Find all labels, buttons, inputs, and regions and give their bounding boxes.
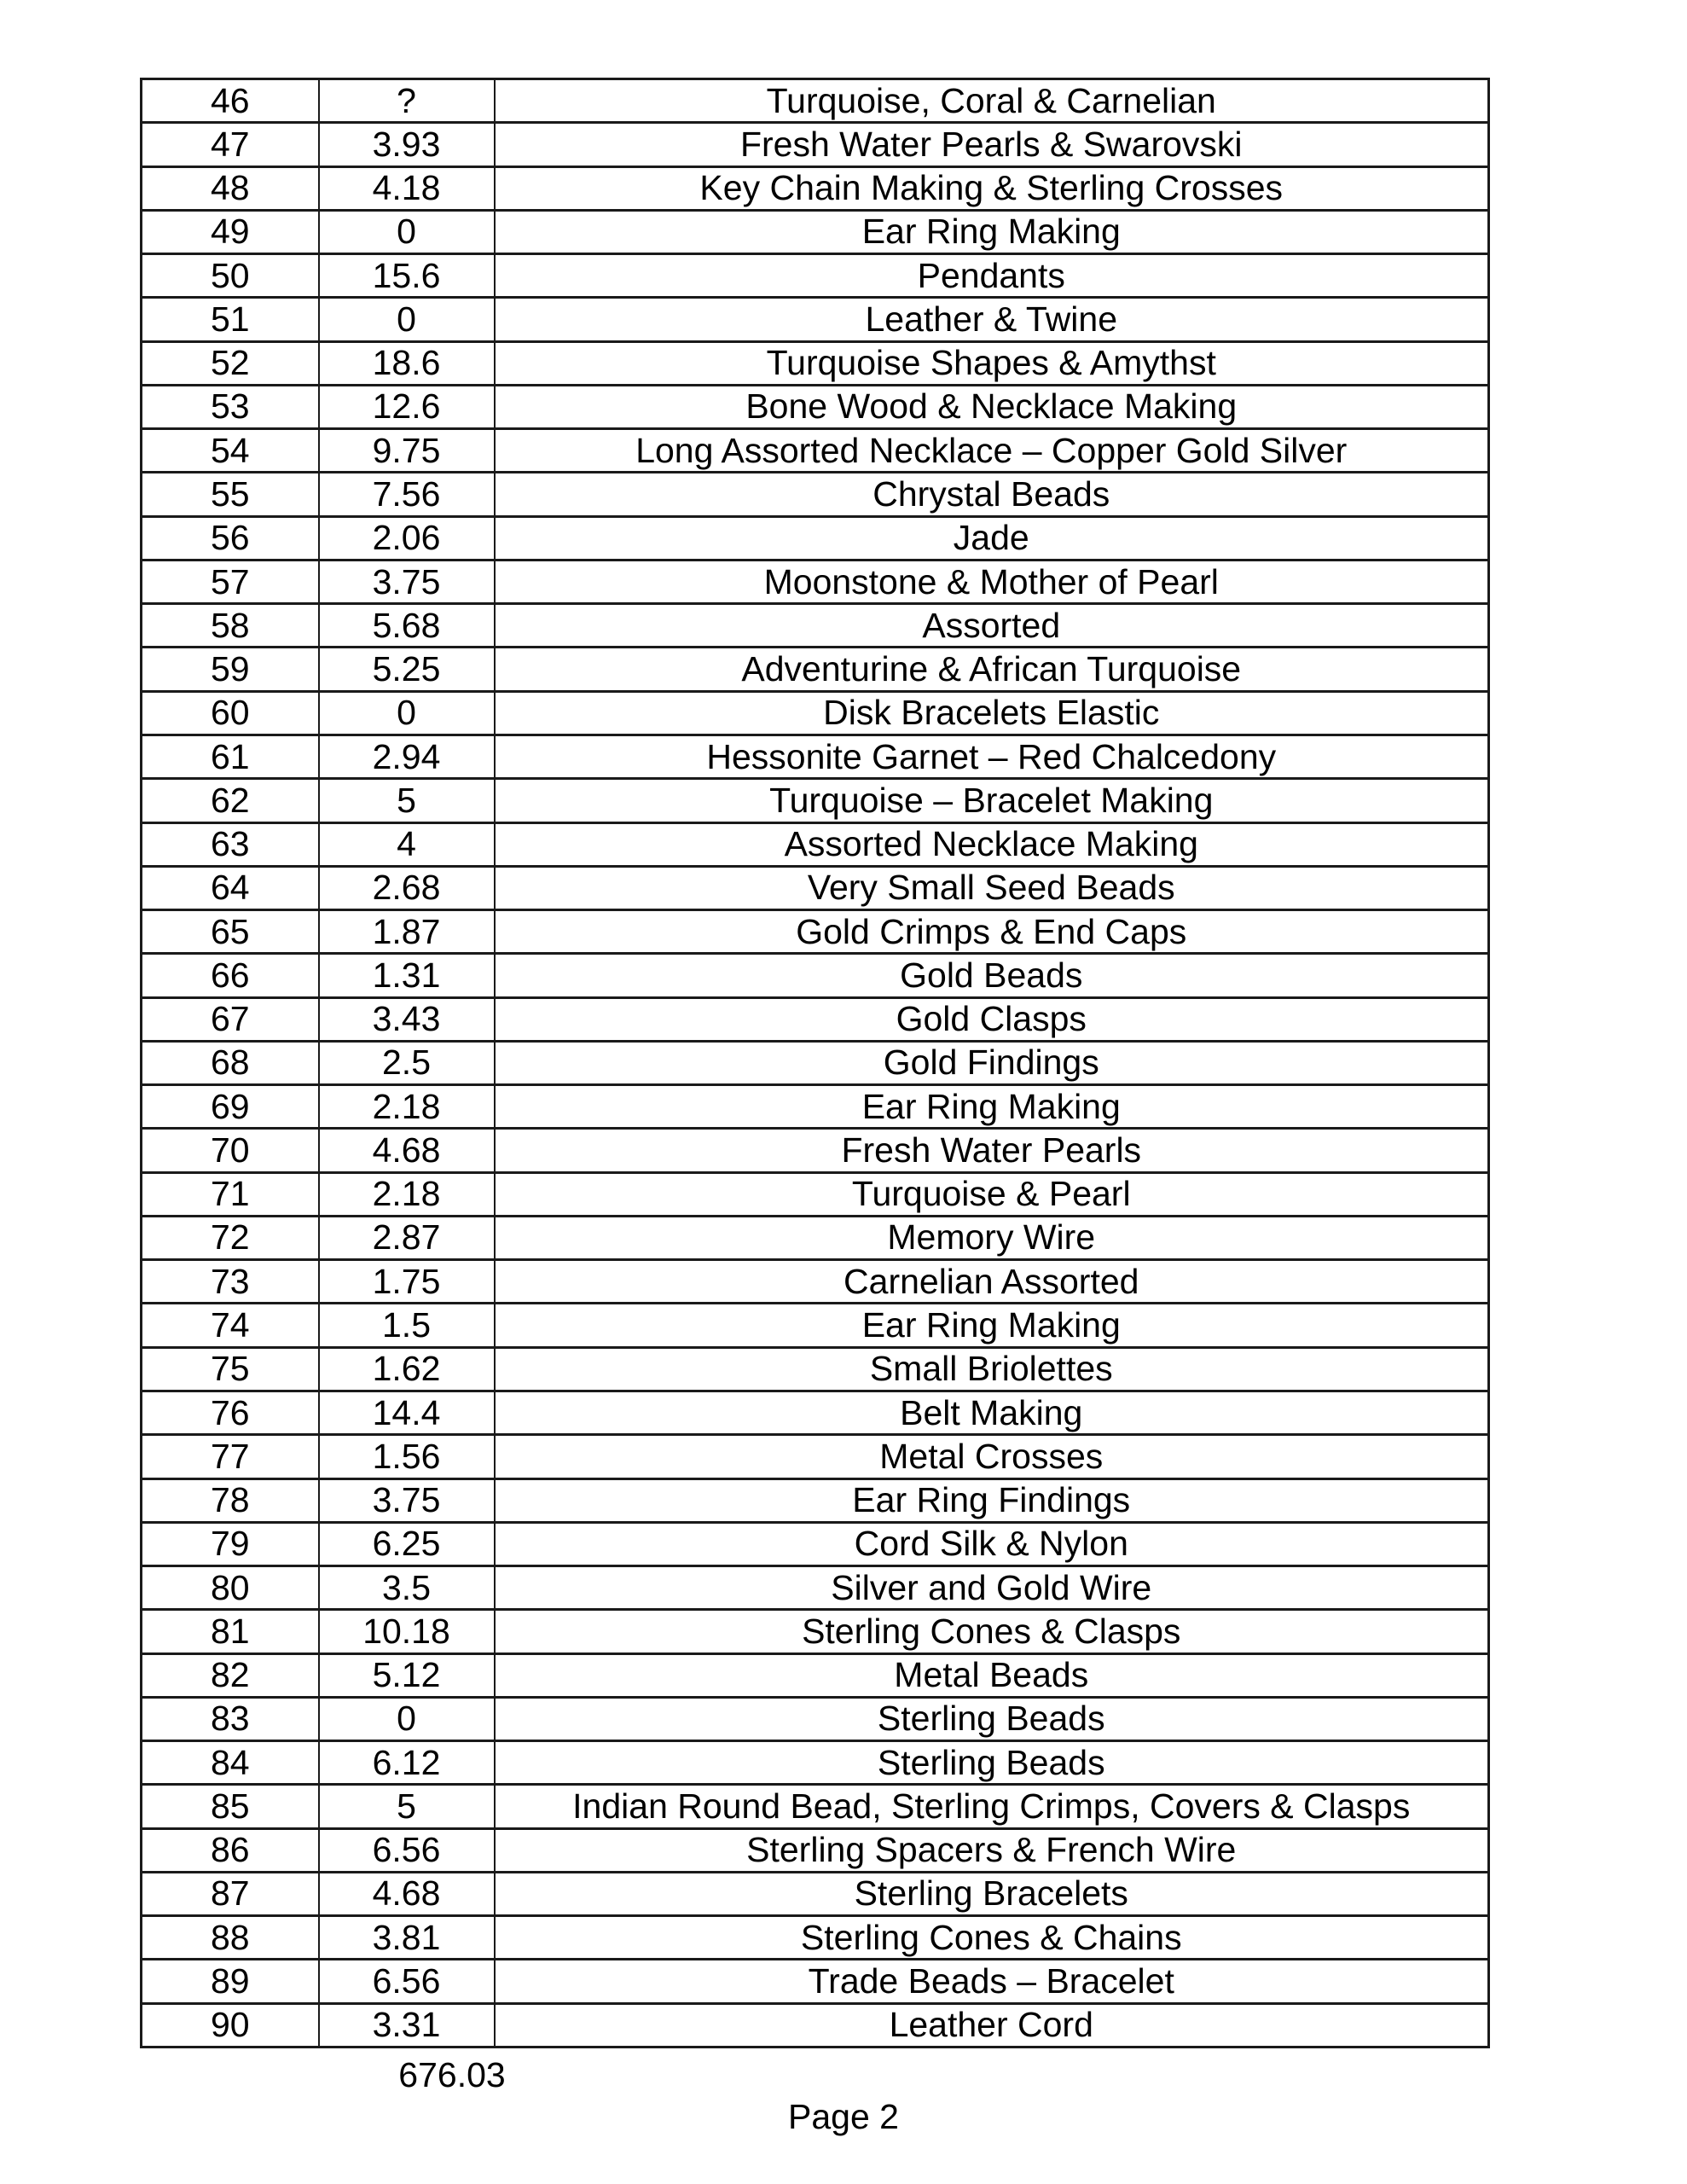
weight-cell: 5.12	[319, 1653, 495, 1697]
item-number-cell: 53	[142, 385, 319, 428]
description-cell: Very Small Seed Beads	[495, 866, 1489, 909]
weight-cell: 10.18	[319, 1610, 495, 1653]
description-cell: Cord Silk & Nylon	[495, 1522, 1489, 1565]
description-cell: Gold Findings	[495, 1041, 1489, 1084]
table-row	[142, 473, 1489, 516]
page-number: Page 2	[788, 2097, 899, 2136]
item-number-cell: 49	[142, 210, 319, 253]
item-number-cell: 72	[142, 1216, 319, 1259]
description-cell: Chrystal Beads	[495, 473, 1489, 516]
table-row	[142, 166, 1489, 210]
description-cell: Turquoise & Pearl	[495, 1172, 1489, 1216]
weight-cell: 3.75	[319, 560, 495, 603]
weight-cell: 6.56	[319, 1960, 495, 2003]
weight-cell: 2.94	[319, 735, 495, 778]
item-number-cell: 74	[142, 1304, 319, 1347]
description-cell: Pendants	[495, 254, 1489, 298]
item-number-cell: 56	[142, 516, 319, 560]
table-row	[142, 1610, 1489, 1653]
description-cell: Gold Beads	[495, 954, 1489, 997]
description-cell: Leather Cord	[495, 2003, 1489, 2047]
weight-cell: 2.06	[319, 516, 495, 560]
table-row	[142, 210, 1489, 253]
description-cell: Ear Ring Making	[495, 1304, 1489, 1347]
weight-cell: 2.18	[319, 1172, 495, 1216]
item-number-cell: 46	[142, 79, 319, 123]
table-row	[142, 1041, 1489, 1084]
item-number-cell: 82	[142, 1653, 319, 1697]
item-number-cell: 63	[142, 822, 319, 866]
weight-cell: 7.56	[319, 473, 495, 516]
table-row	[142, 735, 1489, 778]
weight-cell: 6.56	[319, 1828, 495, 1872]
item-number-cell: 58	[142, 604, 319, 648]
description-cell: Sterling Beads	[495, 1741, 1489, 1785]
table-row	[142, 1129, 1489, 1172]
table-row	[142, 1478, 1489, 1522]
weight-cell: 1.87	[319, 910, 495, 954]
description-cell: Trade Beads – Bracelet	[495, 1960, 1489, 2003]
weight-cell: 6.25	[319, 1522, 495, 1565]
description-cell: Sterling Spacers & French Wire	[495, 1828, 1489, 1872]
weight-cell: 5	[319, 779, 495, 822]
weight-cell: 2.5	[319, 1041, 495, 1084]
item-number-cell: 81	[142, 1610, 319, 1653]
total-weight: 676.03	[398, 2055, 506, 2094]
weight-cell: 6.12	[319, 1741, 495, 1785]
item-number-cell: 50	[142, 254, 319, 298]
item-number-cell: 75	[142, 1347, 319, 1391]
item-number-cell: 71	[142, 1172, 319, 1216]
description-cell: Assorted	[495, 604, 1489, 648]
description-cell: Long Assorted Necklace – Copper Gold Silver	[495, 429, 1489, 473]
description-cell: Sterling Cones & Chains	[495, 1916, 1489, 1960]
table-row	[142, 1828, 1489, 1872]
weight-cell: 1.56	[319, 1435, 495, 1478]
table-row	[142, 1172, 1489, 1216]
item-number-cell: 73	[142, 1260, 319, 1304]
table-row	[142, 1391, 1489, 1434]
item-number-cell: 90	[142, 2003, 319, 2047]
table-row	[142, 866, 1489, 909]
description-cell: Indian Round Bead, Sterling Crimps, Covers & Clasps	[495, 1785, 1489, 1828]
item-number-cell: 54	[142, 429, 319, 473]
description-cell: Gold Crimps & End Caps	[495, 910, 1489, 954]
table-row	[142, 516, 1489, 560]
weight-cell: 0	[319, 691, 495, 735]
weight-cell: 3.93	[319, 123, 495, 166]
description-cell: Bone Wood & Necklace Making	[495, 385, 1489, 428]
item-number-cell: 76	[142, 1391, 319, 1434]
weight-cell: 3.31	[319, 2003, 495, 2047]
table-row	[142, 997, 1489, 1041]
weight-cell: 12.6	[319, 385, 495, 428]
item-number-cell: 67	[142, 997, 319, 1041]
item-number-cell: 83	[142, 1697, 319, 1740]
description-cell: Turquoise, Coral & Carnelian	[495, 79, 1489, 123]
table-row	[142, 779, 1489, 822]
item-number-cell: 89	[142, 1960, 319, 2003]
item-number-cell: 51	[142, 298, 319, 341]
item-number-cell: 64	[142, 866, 319, 909]
description-cell: Ear Ring Making	[495, 210, 1489, 253]
description-cell: Leather & Twine	[495, 298, 1489, 341]
weight-cell: 1.5	[319, 1304, 495, 1347]
weight-cell: 18.6	[319, 341, 495, 385]
table-row	[142, 1522, 1489, 1565]
weight-cell: 3.75	[319, 1478, 495, 1522]
table-row	[142, 560, 1489, 603]
table-row	[142, 822, 1489, 866]
description-cell: Small Briolettes	[495, 1347, 1489, 1391]
weight-cell: 2.68	[319, 866, 495, 909]
description-cell: Sterling Cones & Clasps	[495, 1610, 1489, 1653]
table-row	[142, 1085, 1489, 1129]
item-number-cell: 61	[142, 735, 319, 778]
table-row	[142, 2003, 1489, 2047]
table-row	[142, 385, 1489, 428]
item-number-cell: 77	[142, 1435, 319, 1478]
item-number-cell: 88	[142, 1916, 319, 1960]
description-cell: Jade	[495, 516, 1489, 560]
description-cell: Sterling Bracelets	[495, 1872, 1489, 1915]
description-cell: Key Chain Making & Sterling Crosses	[495, 166, 1489, 210]
description-cell: Sterling Beads	[495, 1697, 1489, 1740]
table-row	[142, 1566, 1489, 1610]
item-number-cell: 80	[142, 1566, 319, 1610]
weight-cell: 4.18	[319, 166, 495, 210]
weight-cell: 9.75	[319, 429, 495, 473]
description-cell: Carnelian Assorted	[495, 1260, 1489, 1304]
description-cell: Moonstone & Mother of Pearl	[495, 560, 1489, 603]
table-row	[142, 123, 1489, 166]
weight-cell: 0	[319, 298, 495, 341]
weight-cell: 1.62	[319, 1347, 495, 1391]
description-cell: Ear Ring Making	[495, 1085, 1489, 1129]
table-row	[142, 1960, 1489, 2003]
weight-cell: 15.6	[319, 254, 495, 298]
item-number-cell: 70	[142, 1129, 319, 1172]
item-number-cell: 47	[142, 123, 319, 166]
item-number-cell: 84	[142, 1741, 319, 1785]
item-number-cell: 59	[142, 648, 319, 691]
table-row	[142, 254, 1489, 298]
weight-cell: 5.68	[319, 604, 495, 648]
table-row	[142, 648, 1489, 691]
item-number-cell: 60	[142, 691, 319, 735]
weight-cell: 3.43	[319, 997, 495, 1041]
description-cell: Gold Clasps	[495, 997, 1489, 1041]
weight-cell: ?	[319, 79, 495, 123]
description-cell: Hessonite Garnet – Red Chalcedony	[495, 735, 1489, 778]
weight-cell: 5	[319, 1785, 495, 1828]
table-row	[142, 1216, 1489, 1259]
item-number-cell: 68	[142, 1041, 319, 1084]
table-row	[142, 910, 1489, 954]
description-cell: Metal Crosses	[495, 1435, 1489, 1478]
item-number-cell: 65	[142, 910, 319, 954]
weight-cell: 5.25	[319, 648, 495, 691]
description-cell: Adventurine & African Turquoise	[495, 648, 1489, 691]
inventory-table	[140, 78, 1490, 2048]
table-row	[142, 1653, 1489, 1697]
table-row	[142, 1916, 1489, 1960]
table-row	[142, 1260, 1489, 1304]
weight-cell: 1.75	[319, 1260, 495, 1304]
item-number-cell: 62	[142, 779, 319, 822]
weight-cell: 2.87	[319, 1216, 495, 1259]
description-cell: Metal Beads	[495, 1653, 1489, 1697]
item-number-cell: 79	[142, 1522, 319, 1565]
item-number-cell: 48	[142, 166, 319, 210]
item-number-cell: 78	[142, 1478, 319, 1522]
item-number-cell: 87	[142, 1872, 319, 1915]
weight-cell: 3.81	[319, 1916, 495, 1960]
table-row	[142, 1347, 1489, 1391]
table-row	[142, 429, 1489, 473]
item-number-cell: 66	[142, 954, 319, 997]
table-row	[142, 1435, 1489, 1478]
item-number-cell: 55	[142, 473, 319, 516]
description-cell: Turquoise Shapes & Amythst	[495, 341, 1489, 385]
description-cell: Assorted Necklace Making	[495, 822, 1489, 866]
weight-cell: 0	[319, 1697, 495, 1740]
item-number-cell: 69	[142, 1085, 319, 1129]
weight-cell: 0	[319, 210, 495, 253]
table-row	[142, 604, 1489, 648]
table-row	[142, 1697, 1489, 1740]
item-number-cell: 86	[142, 1828, 319, 1872]
table-row	[142, 954, 1489, 997]
item-number-cell: 85	[142, 1785, 319, 1828]
description-cell: Ear Ring Findings	[495, 1478, 1489, 1522]
weight-cell: 14.4	[319, 1391, 495, 1434]
item-number-cell: 52	[142, 341, 319, 385]
description-cell: Belt Making	[495, 1391, 1489, 1434]
table-row	[142, 1785, 1489, 1828]
description-cell: Silver and Gold Wire	[495, 1566, 1489, 1610]
table-row	[142, 1741, 1489, 1785]
weight-cell: 3.5	[319, 1566, 495, 1610]
description-cell: Fresh Water Pearls & Swarovski	[495, 123, 1489, 166]
description-cell: Disk Bracelets Elastic	[495, 691, 1489, 735]
table-row	[142, 691, 1489, 735]
description-cell: Fresh Water Pearls	[495, 1129, 1489, 1172]
weight-cell: 4	[319, 822, 495, 866]
weight-cell: 2.18	[319, 1085, 495, 1129]
description-cell: Turquoise – Bracelet Making	[495, 779, 1489, 822]
table-row	[142, 1304, 1489, 1347]
inventory-table-body	[142, 79, 1489, 2048]
weight-cell: 1.31	[319, 954, 495, 997]
weight-cell: 4.68	[319, 1872, 495, 1915]
table-row	[142, 341, 1489, 385]
table-row	[142, 298, 1489, 341]
description-cell: Memory Wire	[495, 1216, 1489, 1259]
weight-cell: 4.68	[319, 1129, 495, 1172]
table-row	[142, 79, 1489, 123]
item-number-cell: 57	[142, 560, 319, 603]
table-row	[142, 1872, 1489, 1915]
